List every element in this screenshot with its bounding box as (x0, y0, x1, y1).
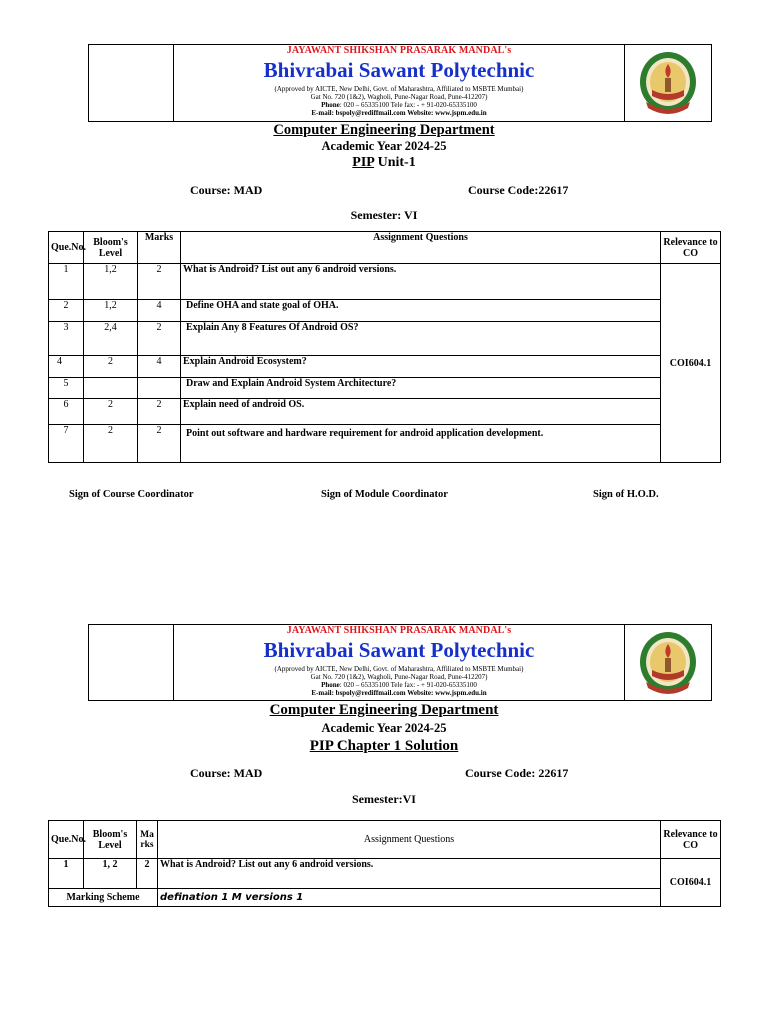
course-name: Course: MAD (190, 183, 263, 197)
letterhead-center (173, 45, 625, 121)
pip-unit-title: PIP Unit-1 (352, 155, 416, 170)
col-bloom: Bloom's Level (84, 821, 137, 859)
semester: Semester:VI (352, 792, 416, 806)
row-marks: 2 (138, 264, 181, 300)
course-code: Course Code:22617 (468, 183, 569, 197)
row-marks: 4 (138, 300, 181, 322)
table-row (49, 356, 721, 378)
row-question: What is Android? List out any 6 android versions. (158, 859, 661, 889)
row-bloom (84, 378, 138, 399)
row-no: 5 (49, 378, 84, 399)
row-no: 6 (49, 399, 84, 425)
semester: Semester: VI (350, 208, 418, 222)
col-bloom: Bloom's Level (84, 232, 138, 264)
letterhead-left-cell (89, 45, 174, 121)
sign-hod: Sign of H.O.D. (593, 489, 659, 500)
row-marks: 2 (137, 859, 158, 889)
course-name: Course: MAD (190, 766, 263, 780)
phone-line: Phone: 020 – 65335100 Tele fax: - + 91-020-65335100 (321, 101, 477, 109)
row-no: 7 (49, 425, 84, 463)
letterhead (88, 44, 712, 122)
address-line: Gat No. 720 (1&2), Wagholi, Pune-Nagar Road, Pune-412207) (310, 93, 488, 101)
letterhead-center (173, 625, 625, 700)
email-line: E-mail: bspoly@rediffmail.com Website: www.jspm.edu.in (311, 109, 487, 117)
col-marks: Marks (138, 232, 181, 264)
row-question: Draw and Explain Android System Architecture? (181, 378, 661, 399)
academic-year: Academic Year 2024-25 (321, 139, 447, 153)
letterhead-right-cell (624, 45, 711, 121)
phone-line: Phone: 020 – 65335100 Tele fax: - + 91-020-65335100 (321, 681, 477, 689)
row-question: Explain Android Ecosystem? (181, 356, 661, 378)
sign-course-coordinator: Sign of Course Coordinator (69, 489, 194, 500)
col-marks: Marks (137, 821, 158, 859)
row-no: 1 (49, 859, 84, 889)
row-bloom: 2 (84, 399, 138, 425)
table-row (49, 425, 721, 463)
email-line: E-mail: bspoly@rediffmail.com Website: www.jspm.edu.in (311, 689, 487, 697)
institute-seal-icon (638, 630, 698, 696)
table-header-row (49, 232, 721, 264)
table-row (49, 859, 721, 889)
department-title: Computer Engineering Department (273, 122, 495, 138)
address-line: Gat No. 720 (1&2), Wagholi, Pune-Nagar Road, Pune-412207) (310, 673, 488, 681)
department-title: Computer Engineering Department (269, 702, 499, 718)
pip-solution-title: PIP Chapter 1 Solution (309, 738, 459, 754)
table-row (49, 264, 721, 300)
society-name: JAYAWANT SHIKSHAN PRASARAK MANDAL's (286, 45, 512, 56)
marking-scheme-text: defination 1 M versions 1 (158, 889, 661, 907)
col-relevance: Relevance to CO (661, 821, 721, 859)
row-question: Point out software and hardware requirement for android application development. (181, 425, 661, 463)
table-row (49, 322, 721, 356)
row-marks: 2 (138, 425, 181, 463)
col-que-no: Que.No. (49, 232, 84, 264)
relevance-co: COI604.1 (661, 264, 721, 463)
row-marks: 4 (138, 356, 181, 378)
table-row (49, 300, 721, 322)
row-no: 3 (49, 322, 84, 356)
society-name: JAYAWANT SHIKSHAN PRASARAK MANDAL's (286, 625, 512, 636)
letterhead-left-cell (89, 625, 174, 700)
table-row (49, 399, 721, 425)
row-bloom: 1,2 (84, 300, 138, 322)
row-no: 2 (49, 300, 84, 322)
row-bloom: 2 (84, 425, 138, 463)
solution-table (48, 820, 721, 907)
institute-seal-icon (638, 50, 698, 116)
course-code: Course Code: 22617 (465, 766, 569, 780)
col-questions: Assignment Questions (158, 821, 661, 859)
row-marks: 2 (138, 399, 181, 425)
relevance-co: COI604.1 (661, 859, 721, 907)
institute-name: Bhivrabai Sawant Polytechnic (263, 638, 535, 662)
question-table (48, 231, 721, 463)
marking-scheme-label: Marking Scheme (49, 889, 158, 907)
table-header-row (49, 821, 721, 859)
row-bloom: 2,4 (84, 322, 138, 356)
row-marks (138, 378, 181, 399)
row-no: 4 (49, 356, 84, 378)
marking-scheme-row (49, 889, 721, 907)
row-question: What is Android? List out any 6 android versions. (181, 264, 661, 300)
approval-line: (Approved by AICTE, New Delhi, Govt. of Maharashtra, Affiliated to MSBTE Mumbai) (274, 665, 524, 673)
col-relevance: Relevance to CO (661, 232, 721, 264)
row-bloom: 1, 2 (84, 859, 137, 889)
row-question: Define OHA and state goal of OHA. (181, 300, 661, 322)
row-bloom: 2 (84, 356, 138, 378)
letterhead (88, 624, 712, 701)
row-question: Explain need of android OS. (181, 399, 661, 425)
col-questions: Assignment Questions (181, 232, 661, 264)
row-marks: 2 (138, 322, 181, 356)
row-no: 1 (49, 264, 84, 300)
row-bloom: 1,2 (84, 264, 138, 300)
letterhead-right-cell (624, 625, 711, 700)
col-que-no: Que.No. (49, 821, 84, 859)
institute-name: Bhivrabai Sawant Polytechnic (263, 58, 535, 82)
table-row (49, 378, 721, 399)
approval-line: (Approved by AICTE, New Delhi, Govt. of Maharashtra, Affiliated to MSBTE Mumbai) (274, 85, 524, 93)
sign-module-coordinator: Sign of Module Coordinator (321, 489, 448, 500)
academic-year: Academic Year 2024-25 (321, 721, 447, 735)
row-question: Explain Any 8 Features Of Android OS? (181, 322, 661, 356)
